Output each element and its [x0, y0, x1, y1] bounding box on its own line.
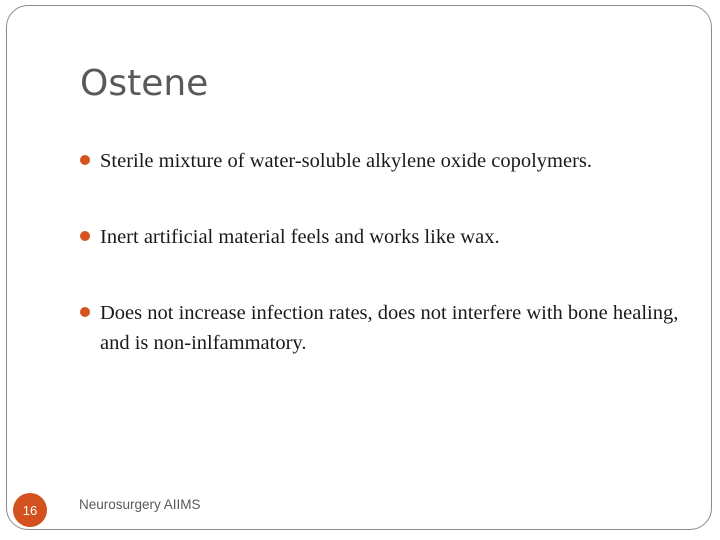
page-number: 16: [22, 502, 38, 518]
bullet-item: [80, 222, 680, 252]
bullet-text: Inert artificial material feels and works like wax.: [100, 226, 500, 248]
bullet-item: [80, 298, 680, 358]
bullet-text: Does not increase infection rates, does not interfere with bone healing, and is non-inlfammatory.: [100, 302, 679, 354]
bullet-dot-icon: [80, 307, 90, 317]
bullet-list: [80, 146, 680, 358]
bullet-text: Sterile mixture of water-soluble alkylene oxide copolymers.: [100, 150, 593, 172]
bullet-dot-icon: [80, 155, 90, 165]
footer-text: Neurosurgery AIIMS: [79, 497, 201, 512]
slide-title: Ostene: [80, 63, 209, 104]
page-number-badge: [13, 493, 47, 527]
bullet-item: [80, 146, 680, 176]
bullet-dot-icon: [80, 231, 90, 241]
